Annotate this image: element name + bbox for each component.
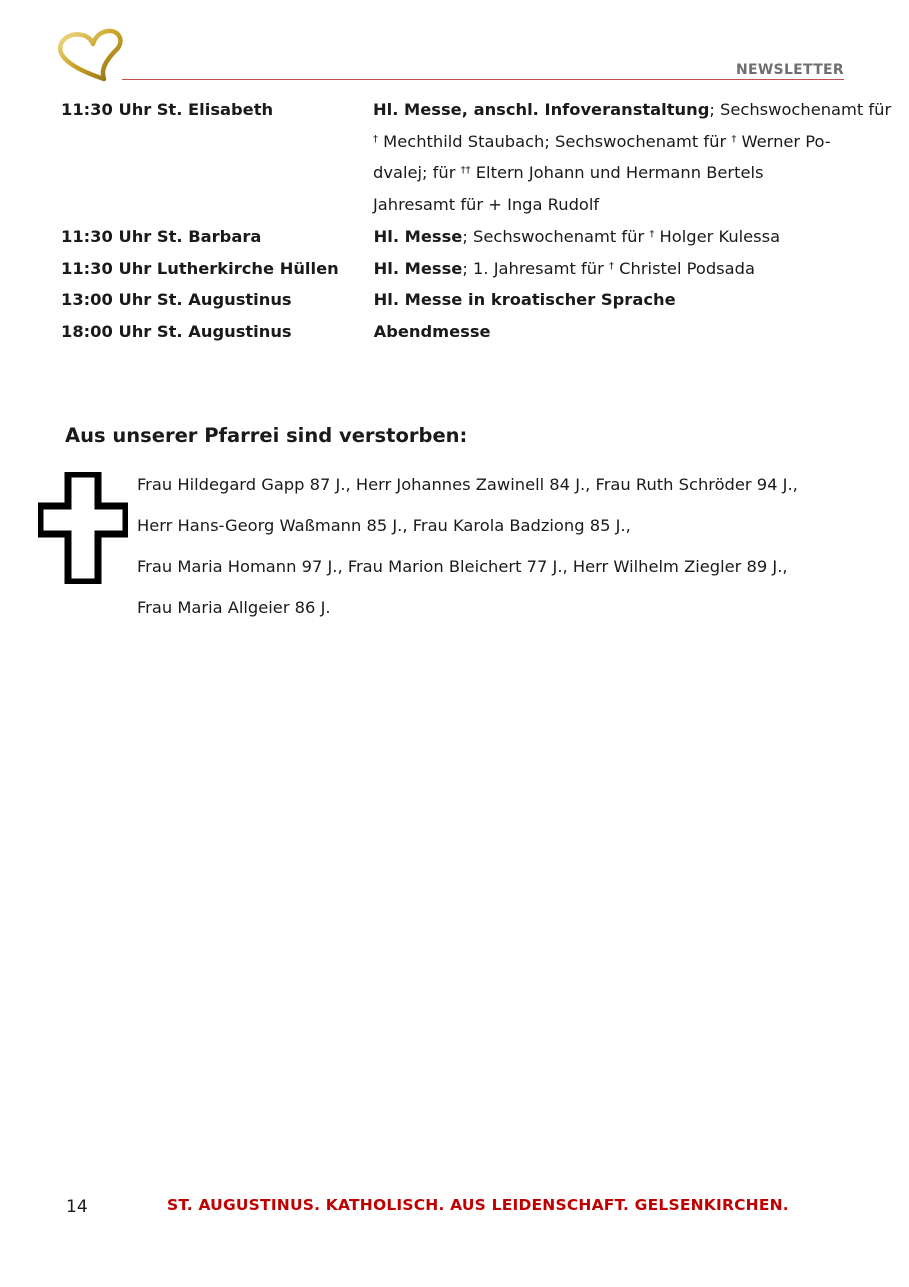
description-line [373,157,881,189]
description-line [373,189,881,221]
description-line [374,316,881,348]
description-line [373,126,881,158]
schedule-place: St. Augustinus [156,290,292,310]
description-text: Mechthild Staubach; Sechswochenamt für [378,131,732,151]
deceased-mark: † [731,133,737,145]
golden-heart-icon [56,28,124,82]
description-text: Hl. Messe, anschl. Infoveranstaltung [373,100,710,119]
description-text: Eltern Johann und Hermann Bertels [470,163,764,183]
page-number: 14 [66,1197,88,1217]
schedule-place: Lutherkirche Hüllen [156,258,339,278]
deceased-heading: Aus unserer Pfarrei sind verstorben: [65,424,468,447]
description-text: Hl. Messe in kroatischer Sprache [373,290,676,310]
cross-icon [38,472,128,584]
description-text: ; 1. Jahresamt für [462,258,609,278]
footer-motto: ST. AUGUSTINUS. KATHOLISCH. AUS LEIDENSCHAFT. GELSENKIRCHEN. [167,1196,789,1214]
description-text: ; Sechswochenamt für [462,226,650,246]
deceased-mark: †† [460,165,471,177]
schedule-time: 11:30 Uhr [61,226,152,246]
description-text: Abendmesse [373,321,491,341]
deceased-line: Frau Maria Homann 97 J., Frau Marion Bleichert 77 J., Herr Wilhelm Ziegler 89 J., [137,557,788,576]
description-text: Hl. Messe [373,226,463,246]
schedule-row [61,316,881,348]
schedule-row [61,94,892,221]
newsletter-label: NEWSLETTER [735,62,844,78]
mass-schedule [61,94,892,348]
schedule-place: St. Elisabeth [156,100,274,119]
schedule-row [61,284,881,316]
description-line [373,94,892,126]
description-text: dvalej; für [373,163,461,183]
deceased-list [137,464,867,628]
schedule-place: St. Barbara [156,226,262,246]
schedule-time: 18:00 Uhr [61,321,152,341]
description-line [374,221,881,253]
schedule-description [374,253,881,285]
description-text: Jahresamt für + Inga Rudolf [373,195,600,215]
schedule-time: 13:00 Uhr [61,290,152,310]
schedule-time: 11:30 Uhr [61,258,152,278]
schedule-description [374,316,881,348]
deceased-mark: † [649,228,655,240]
description-text: Hl. Messe [373,258,463,278]
header-rule [122,79,844,80]
deceased-line: Herr Hans-Georg Waßmann 85 J., Frau Karola Badziong 85 J., [137,516,631,535]
schedule-description [374,284,881,316]
deceased-line: Frau Hildegard Gapp 87 J., Herr Johannes Zawinell 84 J., Frau Ruth Schröder 94 J., [137,475,798,494]
description-text: ; Sechswochenamt für [709,100,892,119]
description-line [374,253,881,285]
description-line [374,284,881,316]
description-text: Christel Podsada [613,258,755,278]
schedule-time: 11:30 Uhr [61,100,152,119]
deceased-mark: † [373,133,378,145]
description-text: Holger Kulessa [654,226,781,246]
schedule-row [61,253,881,285]
schedule-description [373,94,892,221]
schedule-place: St. Augustinus [156,321,292,341]
description-text: Werner Po- [736,131,831,151]
deceased-line: Frau Maria Allgeier 86 J. [137,598,331,617]
deceased-mark: † [608,260,614,272]
schedule-description [374,221,881,253]
schedule-row [61,221,881,253]
